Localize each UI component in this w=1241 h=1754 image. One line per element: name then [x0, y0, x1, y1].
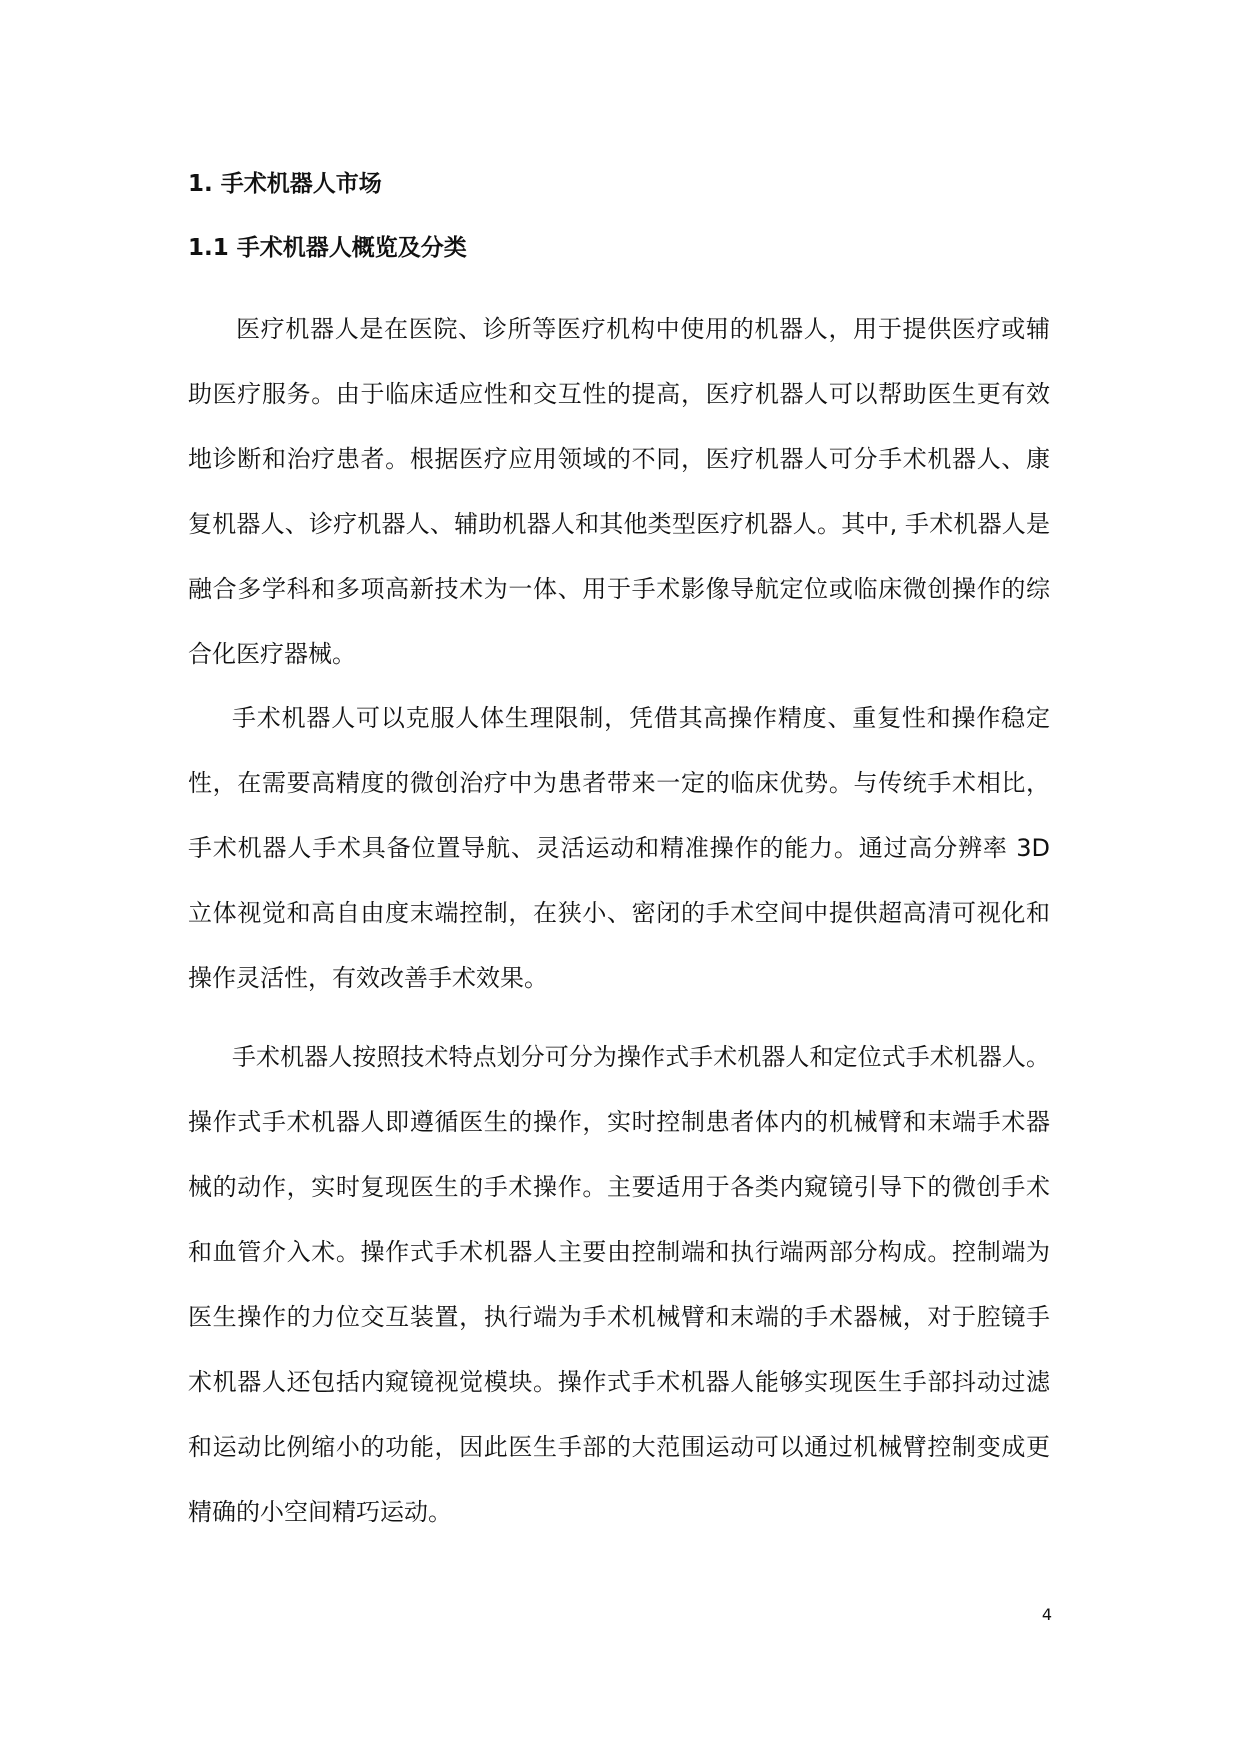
body-paragraph: 医疗机器人是在医院、诊所等医疗机构中使用的机器人，用于提供医疗或辅助医疗服务。由于临床适应性和交互性的提高，医疗机器人可以帮助医生更有效地诊断和治疗患者。根据医疗应用领域的不同，医疗机器人可分手术机器人、康复机器人、诊疗机器人、辅助机器人和其他类型医疗机器人。其中, 手术机器人是融合多学科和多项高新技术为一体、用于手术影像导航定位或临床微创操作的综合化医疗器械。: [188, 315, 1050, 668]
subsection-heading: 1.1 手术机器人概览及分类: [188, 235, 467, 261]
body-paragraph: 手术机器人可以克服人体生理限制，凭借其高操作精度、重复性和操作稳定性，在需要高精度的微创治疗中为患者带来一定的临床优势。与传统手术相比，手术机器人手术具备位置导航、灵活运动和精准操作的能力。通过高分辨率 3D 立体视觉和高自由度末端控制，在狭小、密闭的手术空间中提供超高清可视化和操作灵活性，有效改善手术效果。: [188, 704, 1050, 992]
page-number: 4: [1041, 1605, 1052, 1624]
section-heading: 1. 手术机器人市场: [188, 171, 382, 197]
body-paragraph: 手术机器人按照技术特点划分可分为操作式手术机器人和定位式手术机器人。操作式手术机器人即遵循医生的操作，实时控制患者体内的机械臂和末端手术器械的动作，实时复现医生的手术操作。主要适用于各类内窥镜引导下的微创手术和血管介入术。操作式手术机器人主要由控制端和执行端两部分构成。控制端为医生操作的力位交互装置，执行端为手术机械臂和末端的手术器械，对于腔镜手术机器人还包括内窥镜视觉模块。操作式手术机器人能够实现医生手部抖动过滤和运动比例缩小的功能，因此医生手部的大范围运动可以通过机械臂控制变成更精确的小空间精巧运动。: [188, 1043, 1050, 1526]
